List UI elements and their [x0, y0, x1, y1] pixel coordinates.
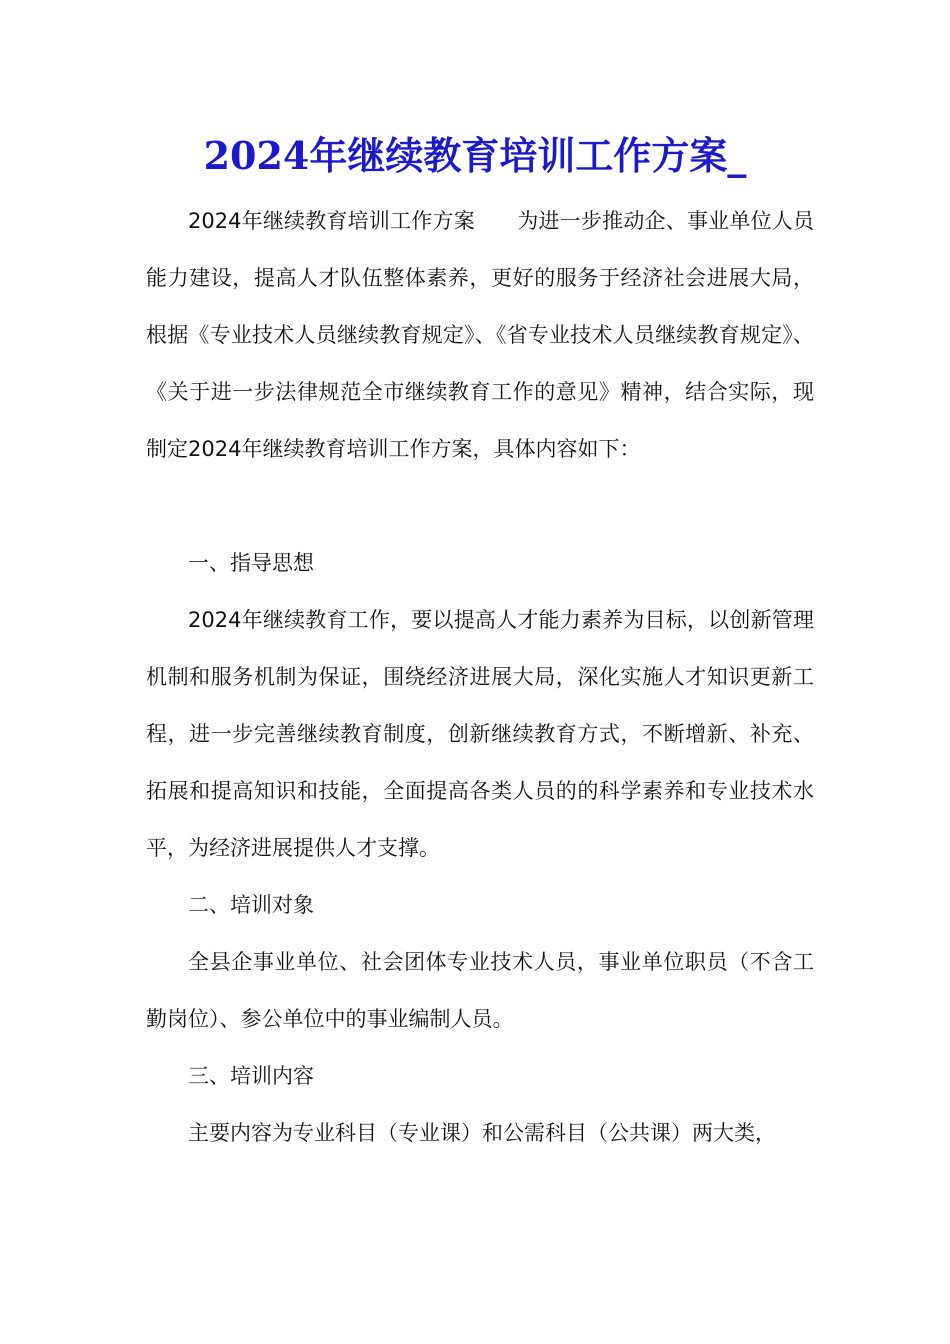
- section-heading-training-targets: 二、培训对象: [188, 893, 314, 917]
- blank-line: [146, 478, 814, 535]
- section-heading-training-content: 三、培训内容: [188, 1064, 314, 1088]
- section-heading-guiding-thought: 一、指导思想: [188, 551, 314, 575]
- training-content-paragraph: 主要内容为专业科目（专业课）和公需科目（公共课）两大类，: [188, 1121, 776, 1145]
- document-title: 2024年继续教育培训工作方案_: [203, 133, 747, 178]
- training-targets-paragraph: 全县企事业单位、社会团体专业技术人员，事业单位职员（不含工勤岗位）、参公单位中的事业编制人员。: [146, 950, 814, 1031]
- guiding-thought-paragraph: 2024年继续教育工作，要以提高人才能力素养为目标，以创新管理机制和服务机制为保证，围绕经济进展大局，深化实施人才知识更新工程，进一步完善继续教育制度，创新继续教育方式，不断增新、补充、拓展和提高知识和技能，全面提高各类人员的的科学素养和专业技术水平，为经济进展提供人才支撑。: [146, 608, 814, 860]
- intro-paragraph: 2024年继续教育培训工作方案 为进一步推动企、事业单位人员能力建设，提高人才队伍整体素养，更好的服务于经济社会进展大局，根据《专业技术人员继续教育规定》、《省专业技术人员继续教育规定》、《关于进一步法律规范全市继续教育工作的意见》精神，结合实际，现制定2024年继续教育培训工作方案，具体内容如下：: [146, 209, 814, 461]
- document-body: [146, 193, 814, 1162]
